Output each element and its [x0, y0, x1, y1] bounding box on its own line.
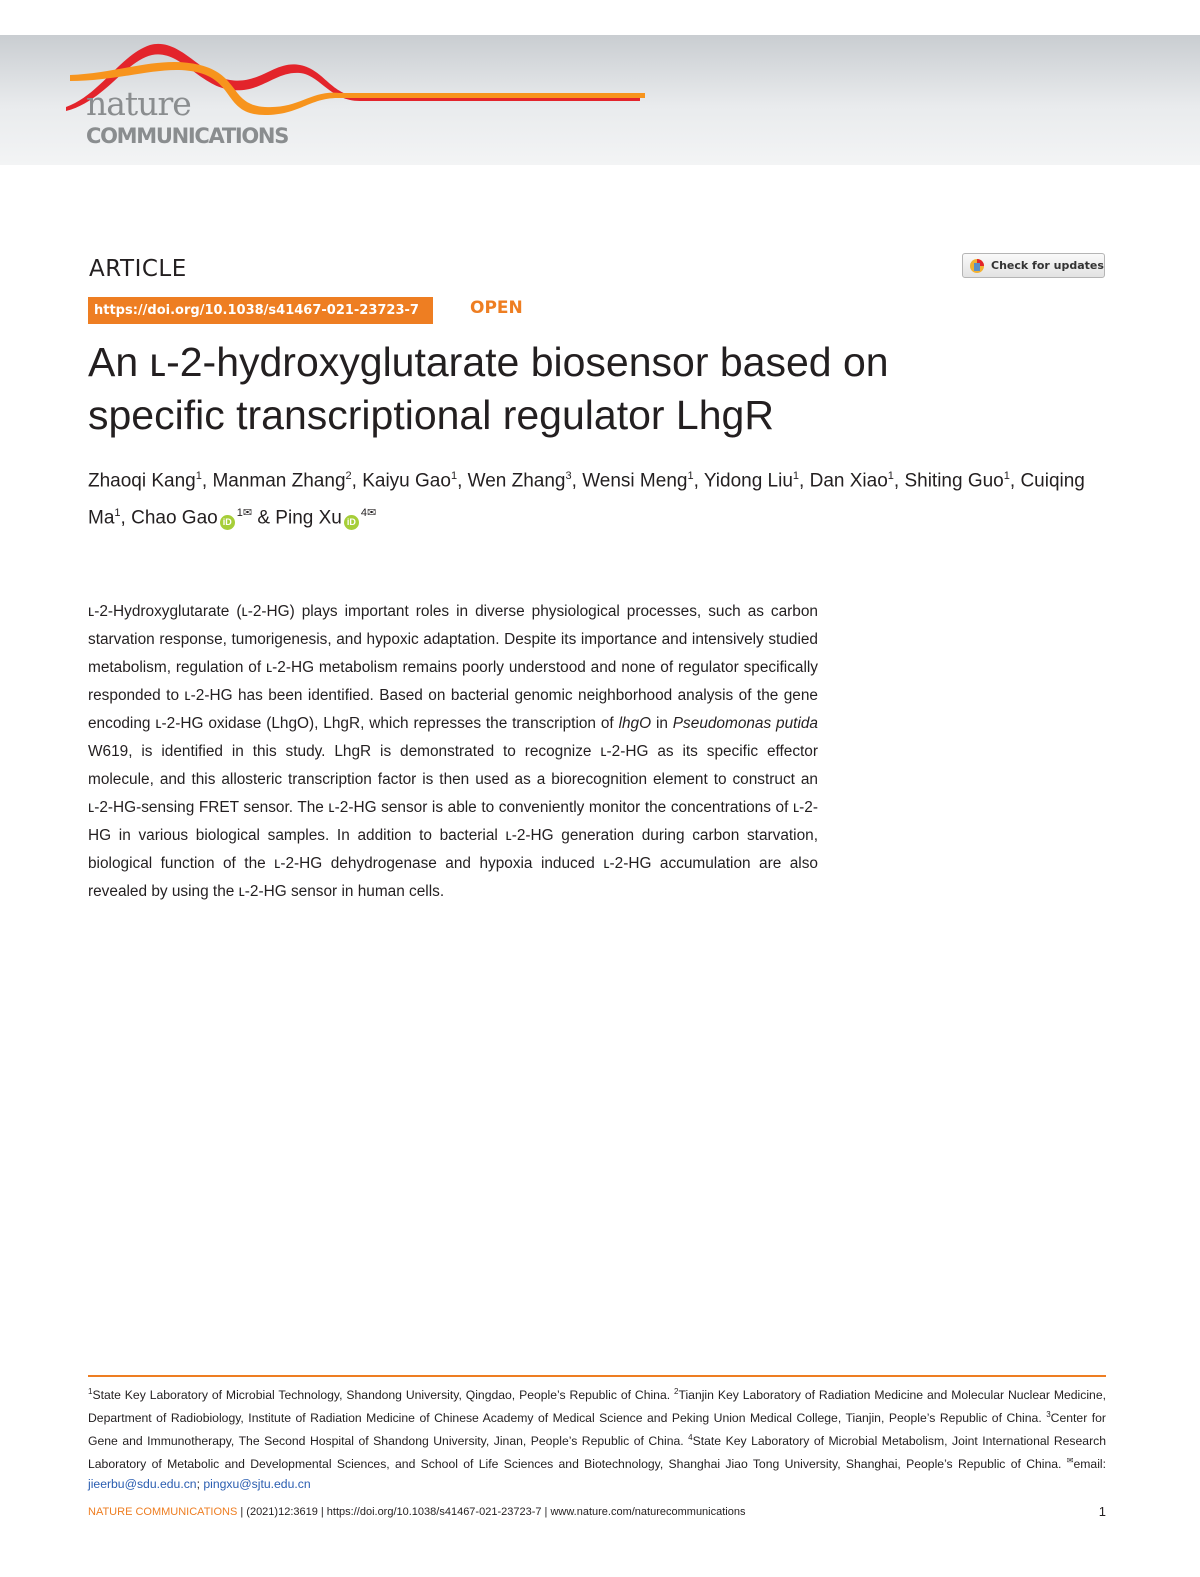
author-separator: , [351, 470, 363, 492]
organism-name: Pseudomonas putida [672, 715, 818, 732]
check-for-updates-label: Check for updates [991, 259, 1104, 272]
email-icon: ✉ [1066, 1456, 1074, 1466]
footnote-number: 2 [674, 1387, 679, 1396]
author-separator: , [799, 470, 810, 492]
affiliations-footnote [88, 1382, 1106, 1494]
author-name[interactable]: Chao Gao [131, 507, 218, 529]
footnote-divider [88, 1375, 1106, 1377]
affiliation-text: State Key Laboratory of Microbial Metabolism, Joint International Research Laboratory of Metabolic and Developmental Sciences, and School of Life Sciences and Biotechnology, Shanghai Jiao Tong University, Shanghai, People’s Republic of China. [88, 1434, 1107, 1472]
author-name[interactable]: Ping Xu [275, 507, 342, 529]
affiliation-mark: 1 [792, 470, 800, 482]
footnote-number: 3 [1046, 1410, 1051, 1420]
author-separator: , [693, 470, 704, 492]
author-list [88, 460, 1118, 535]
footer-citation-text: | (2021)12:3619 | https://doi.org/10.1038/s41467-021-23723-7 | www.nature.com/naturecommunications [237, 1505, 746, 1518]
footer-citation [88, 1506, 745, 1518]
affiliation-mark: 1 [1003, 470, 1010, 482]
email-link[interactable]: jieerbu@sdu.edu.cn [88, 1477, 197, 1492]
email-label: email: [1073, 1457, 1106, 1472]
affiliation-mark: 1 [114, 507, 121, 520]
footnote-number: 4 [688, 1433, 693, 1443]
author-name[interactable]: Wen Zhang [467, 470, 566, 492]
author-separator: , [893, 470, 905, 492]
author-name[interactable]: Kaiyu Gao [362, 470, 451, 492]
page-number: 1 [1098, 1504, 1106, 1519]
article-type-label: ARTICLE [89, 256, 187, 282]
author-separator: , [571, 470, 583, 492]
affiliation-text: State Key Laboratory of Microbial Technology, Shandong University, Qingdao, People’s Republic of China. [92, 1388, 675, 1403]
orcid-icon[interactable]: iD [344, 515, 359, 530]
affiliation-mark: 4✉ [360, 507, 377, 520]
gene-name: lhgO [618, 715, 652, 732]
author-name[interactable]: Shiting Guo [904, 470, 1004, 492]
open-access-label: OPEN [470, 298, 523, 318]
affiliation-mark: 3 [565, 470, 572, 482]
logo-communications-text: COMMUNICATIONS [86, 124, 289, 148]
author-separator: , [120, 507, 132, 529]
affiliation-text: Center for Gene and Immunotherapy, The Second Hospital of Shandong University, Jinan, People’s Republic of China. [88, 1411, 1106, 1449]
orcid-icon[interactable]: iD [220, 515, 235, 530]
author-name[interactable]: Dan Xiao [809, 470, 888, 492]
page-footer [88, 1504, 1106, 1519]
author-name[interactable]: Manman Zhang [212, 470, 346, 492]
logo-nature-text: nature [86, 84, 191, 123]
affiliation-mark: 1 [195, 470, 202, 482]
author-name[interactable]: Cuiqing Ma [88, 470, 1085, 529]
author-separator: & [252, 507, 276, 529]
affiliation-mark: 1 [450, 470, 458, 482]
nature-communications-logo[interactable] [0, 35, 700, 165]
abstract-text: in [651, 715, 673, 732]
doi-link[interactable]: https://doi.org/10.1038/s41467-021-23723-7 [88, 297, 433, 324]
affiliation-mark: 2 [345, 470, 352, 482]
author-name[interactable]: Yidong Liu [703, 470, 793, 492]
title-line-2: specific transcriptional regulator LhgR [88, 392, 774, 438]
affiliation-mark: 1 [687, 470, 694, 482]
check-for-updates-icon [969, 258, 985, 274]
affiliation-mark: 1 [887, 470, 894, 482]
footnote-number: 1 [88, 1387, 93, 1396]
title-line-1: An ʟ-2-hydroxyglutarate biosensor based on [88, 339, 889, 385]
author-name[interactable]: Wensi Meng [582, 470, 688, 492]
abstract [88, 598, 818, 906]
check-for-updates-button[interactable] [962, 253, 1105, 278]
author-name[interactable]: Zhaoqi Kang [88, 470, 196, 492]
email-separator: ; [196, 1477, 204, 1492]
footer-journal-name: NATURE COMMUNICATIONS [88, 1505, 238, 1518]
affiliation-text: Tianjin Key Laboratory of Radiation Medicine and Molecular Nuclear Medicine, Department of Radiobiology, Institute of Radiation Medicine of Chinese Academy of Medical Science and Peking Union Medical College, Tianjin, People’s Republic of China. [88, 1388, 1106, 1426]
journal-masthead [0, 35, 1200, 165]
abstract-text: ʟ-2-Hydroxyglutarate (ʟ-2-HG) plays important roles in diverse physiological processes, such as carbon starvation response, tumorigenesis, and hypoxic adaptation. Despite its importance and intensively studied metabolism, regulation of ʟ-2-HG metabolism remains poorly understood and none of regulator specifically responded to ʟ-2-HG has been identified. Based on bacterial genomic neighborhood analysis of the gene encoding ʟ-2-HG oxidase (LhgO), LhgR, which represses the transcription of [88, 603, 818, 732]
affiliation-mark: 1✉ [236, 507, 253, 520]
abstract-text: W619, is identified in this study. LhgR is demonstrated to recognize ʟ-2-HG as its specific effector molecule, and this allosteric transcription factor is then used as a biorecognition element to construct an ʟ-2-HG-sensing FRET sensor. The ʟ-2-HG sensor is able to conveniently monitor the concentrations of ʟ-2-HG in various biological samples. In addition to bacterial ʟ-2-HG generation during carbon starvation, biological function of the ʟ-2-HG dehydrogenase and hypoxia induced ʟ-2-HG accumulation are also revealed by using the ʟ-2-HG sensor in human cells. [88, 743, 818, 900]
author-separator: , [457, 470, 468, 492]
email-link[interactable]: pingxu@sjtu.edu.cn [203, 1477, 311, 1492]
author-separator: , [201, 470, 213, 492]
author-separator: , [1009, 470, 1021, 492]
article-title [88, 336, 1108, 442]
